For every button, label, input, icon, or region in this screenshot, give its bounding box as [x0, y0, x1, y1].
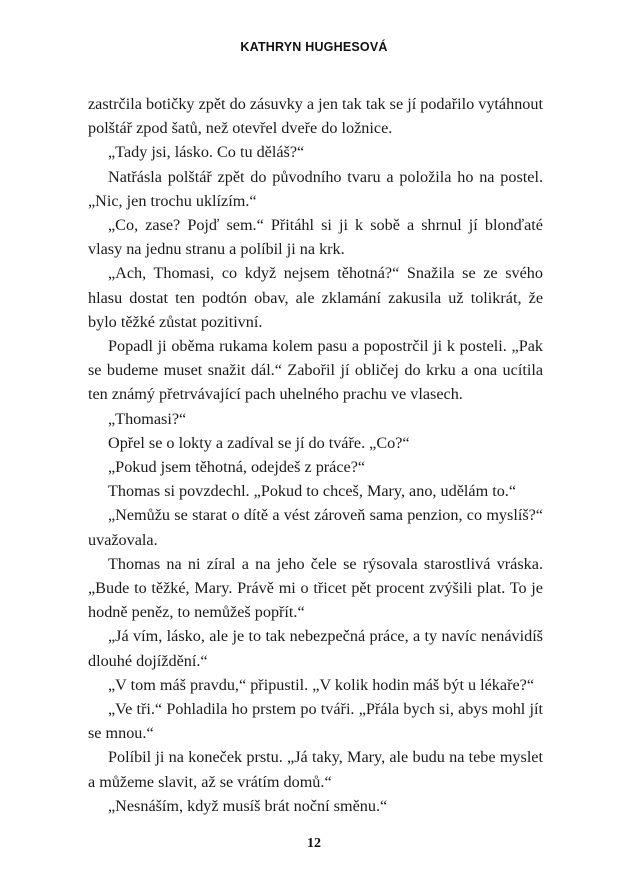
paragraph: „Co, zase? Pojď sem.“ Přitáhl si ji k sobě a shrnul jí blonďaté vlasy na jednu stranu a políbil ji na krk. [88, 216, 543, 259]
paragraph: „V tom máš pravdu,“ připustil. „V kolik hodin máš být u lékaře?“ [108, 675, 535, 694]
paragraph: „Pokud jsem těhotná, odejdeš z práce?“ [108, 458, 366, 477]
paragraph: Thomas si povzdechl. „Pokud to chceš, Mary, ano, udělám to.“ [108, 482, 517, 501]
paragraph: Natřásla polštář zpět do původního tvaru a položila ho na postel. „Nic, jen trochu uklízím.“ [88, 167, 543, 210]
paragraph: Políbil ji na koneček prstu. „Já taky, Mary, ale budu na tebe myslet a můžeme slavit, až se vrátím domů.“ [88, 748, 543, 791]
body-text [88, 92, 543, 818]
paragraph: zastrčila botičky zpět do zásuvky a jen tak tak se jí podařilo vytáhnout polštář zpod šatů, než otevřel dveře do ložnice. [88, 95, 543, 138]
paragraph: „Ach, Thomasi, co když nejsem těhotná?“ Snažila se ze svého hlasu dostat ten podtón obav, ale zklamání zakusila už tolikrát, že bylo těžké zůstat pozitivní. [88, 264, 543, 331]
running-head: KATHRYN HUGHESOVÁ [240, 40, 388, 54]
paragraph: Opřel se o lokty a zadíval se jí do tváře. „Co?“ [108, 433, 410, 452]
paragraph: „Thomasi?“ [108, 409, 187, 428]
paragraph: „Tady jsi, lásko. Co tu děláš?“ [108, 143, 305, 162]
paragraph: Popadl ji oběma rukama kolem pasu a popostrčil ji k posteli. „Pak se budeme muset snažit dál.“ Zabořil jí obličej do krku a ona ucítila ten známý přetrvávající pach uhelného prachu ve vlasech. [88, 337, 543, 404]
paragraph: Thomas na ni zíral a na jeho čele se rýsovala starostlivá vráska. „Bude to těžké, Mary. Právě mi o třicet pět procent zvýšili plat. To je hodně peněz, to nemůžeš popřít.“ [88, 554, 543, 622]
page-number: 12 [307, 836, 321, 851]
paragraph: „Nemůžu se starat o dítě a vést zároveň sama penzion, co myslíš?“ uvažovala. [88, 506, 543, 549]
paragraph: „Já vím, lásko, ale je to tak nebezpečná práce, a ty navíc nenávidíš dlouhé dojíždění.“ [88, 627, 543, 670]
paragraph: „Ve tři.“ Pohladila ho prstem po tváři. „Přála bych si, abys mohl jít se mnou.“ [88, 700, 543, 743]
paragraph: „Nesnáším, když musíš brát noční směnu.“ [108, 796, 388, 815]
